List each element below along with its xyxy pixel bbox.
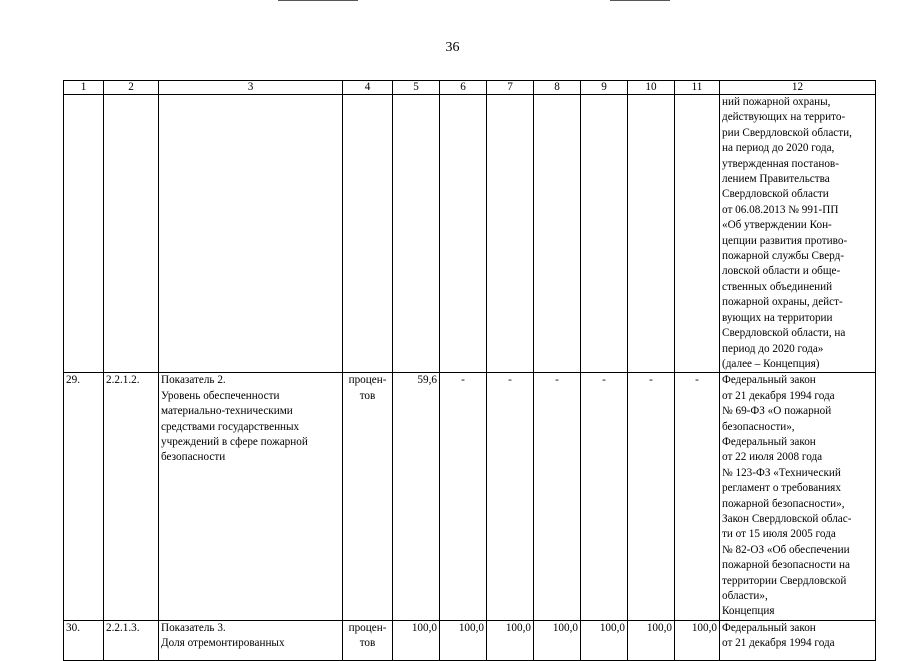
value-cell-11: 100,0	[675, 620, 720, 660]
value-cell-10: 100,0	[628, 620, 675, 660]
legal-basis-line: Федеральный закон	[722, 374, 816, 387]
header-cell-1: 1	[64, 81, 104, 95]
indicator-name-line: материально-техническими	[161, 405, 293, 418]
legal-basis-line: (далее – Концепция)	[722, 357, 820, 370]
legal-basis-line: цепции развития противо-	[722, 234, 848, 247]
legal-basis-line: пожарной охраны, дейст-	[722, 296, 843, 309]
indicator-name-line: безопасности	[161, 451, 226, 464]
legal-basis-line: области»,	[722, 590, 768, 602]
table-row-continuation	[64, 95, 876, 373]
header-cell-6: 6	[440, 81, 487, 95]
table-header-row	[64, 81, 876, 95]
legal-basis-line: лением Правительства	[722, 173, 830, 186]
header-cell-2: 2	[104, 81, 159, 95]
row-code-cell: 2.2.1.3.	[104, 620, 159, 660]
unit-cell	[343, 373, 393, 621]
value-cell-6: 100,0	[440, 620, 487, 660]
header-cell-11: 11	[675, 81, 720, 95]
indicator-name-line: Уровень обеспеченности	[161, 389, 280, 402]
indicator-name-line: Доля отремонтированных	[161, 637, 285, 650]
header-cell-7: 7	[487, 81, 534, 95]
header-cell-8: 8	[534, 81, 581, 95]
legal-basis-line: пожарной службы Сверд-	[722, 250, 845, 263]
value-cell-5: 59,6	[393, 373, 440, 621]
page-number: 36	[445, 40, 460, 55]
value-cell-8: -	[534, 373, 581, 621]
indicator-name-line: Показатель 2.	[161, 374, 226, 387]
indicator-name-line: учреждений в сфере пожарной	[161, 435, 308, 448]
value-cell-5: 100,0	[393, 620, 440, 660]
legal-basis-line: от 22 июля 2008 года	[722, 451, 823, 464]
unit-cell	[343, 620, 393, 660]
legal-basis-line: безопасности»,	[722, 420, 795, 433]
legal-basis-line: № 82-ОЗ «Об обеспечении	[722, 543, 850, 556]
legal-basis-line: Федеральный закон	[722, 435, 816, 448]
value-cell-7: 100,0	[487, 620, 534, 660]
legal-basis-line: от 06.08.2013 № 991-ПП	[722, 203, 839, 216]
legal-basis-cell	[720, 95, 876, 373]
indicator-name-cell	[159, 373, 343, 621]
legal-basis-line: от 21 декабря 1994 года	[722, 637, 835, 650]
legal-basis-line: рии Свердловской области,	[722, 126, 852, 139]
header-cell-9: 9	[581, 81, 628, 95]
legal-basis-line: утвержденная постанов-	[722, 157, 839, 170]
unit-line: процен-	[348, 374, 387, 387]
legal-basis-line: на период до 2020 года,	[722, 142, 835, 155]
header-cell-10: 10	[628, 81, 675, 95]
legal-basis-line: Свердловской области	[722, 188, 829, 201]
legal-basis-line: ний пожарной охраны,	[722, 96, 831, 108]
legal-basis-line: Концепция	[722, 605, 775, 618]
legal-basis-line: Свердловской области, на	[722, 327, 846, 340]
row-number-cell: 29.	[64, 373, 104, 621]
header-cell-12: 12	[720, 81, 876, 95]
value-cell-7: -	[487, 373, 534, 621]
legal-basis-line: пожарной безопасности на	[722, 559, 850, 572]
indicator-name-cell	[159, 620, 343, 660]
legal-basis-line: № 69-ФЗ «О пожарной	[722, 405, 832, 418]
unit-line: процен-	[348, 621, 387, 634]
legal-basis-line: вующих на территории	[722, 311, 833, 324]
top-edge-line-right	[610, 0, 670, 1]
value-cell-8: 100,0	[534, 620, 581, 660]
legal-basis-line: ственных объединений	[722, 280, 833, 293]
legal-basis-line: Федеральный закон	[722, 621, 816, 634]
legal-basis-line: № 123-ФЗ «Технический	[722, 466, 841, 479]
legal-basis-line: ти от 15 июля 2005 года	[722, 528, 836, 541]
header-cell-3: 3	[159, 81, 343, 95]
value-cell-9: -	[581, 373, 628, 621]
legal-basis-cell	[720, 373, 876, 621]
unit-line: тов	[359, 637, 376, 650]
top-edge-line-left	[278, 0, 358, 1]
table-row-29	[64, 373, 876, 621]
indicator-name-line: Показатель 3.	[161, 621, 226, 634]
legal-basis-line: Закон Свердловской облас-	[722, 512, 852, 525]
legal-basis-line: действующих на террито-	[722, 111, 846, 124]
header-cell-4: 4	[343, 81, 393, 95]
unit-line: тов	[359, 389, 376, 402]
legal-basis-line: регламент о требованиях	[722, 482, 841, 495]
header-cell-5: 5	[393, 81, 440, 95]
legal-basis-line: от 21 декабря 1994 года	[722, 389, 835, 402]
legal-basis-line: ловской области и обще-	[722, 265, 841, 278]
value-cell-11: -	[675, 373, 720, 621]
value-cell-9: 100,0	[581, 620, 628, 660]
indicator-name-line: средствами государственных	[161, 420, 300, 433]
legal-basis-line: период до 2020 года»	[722, 342, 824, 355]
legal-basis-line: пожарной безопасности»,	[722, 497, 845, 510]
document-table	[63, 80, 876, 661]
legal-basis-line: территории Свердловской	[722, 574, 847, 587]
table-row-30	[64, 620, 876, 660]
row-code-cell: 2.2.1.2.	[104, 373, 159, 621]
row-number-cell: 30.	[64, 620, 104, 660]
value-cell-10: -	[628, 373, 675, 621]
legal-basis-cell	[720, 620, 876, 660]
legal-basis-line: «Об утверждении Кон-	[722, 219, 832, 232]
value-cell-6: -	[440, 373, 487, 621]
